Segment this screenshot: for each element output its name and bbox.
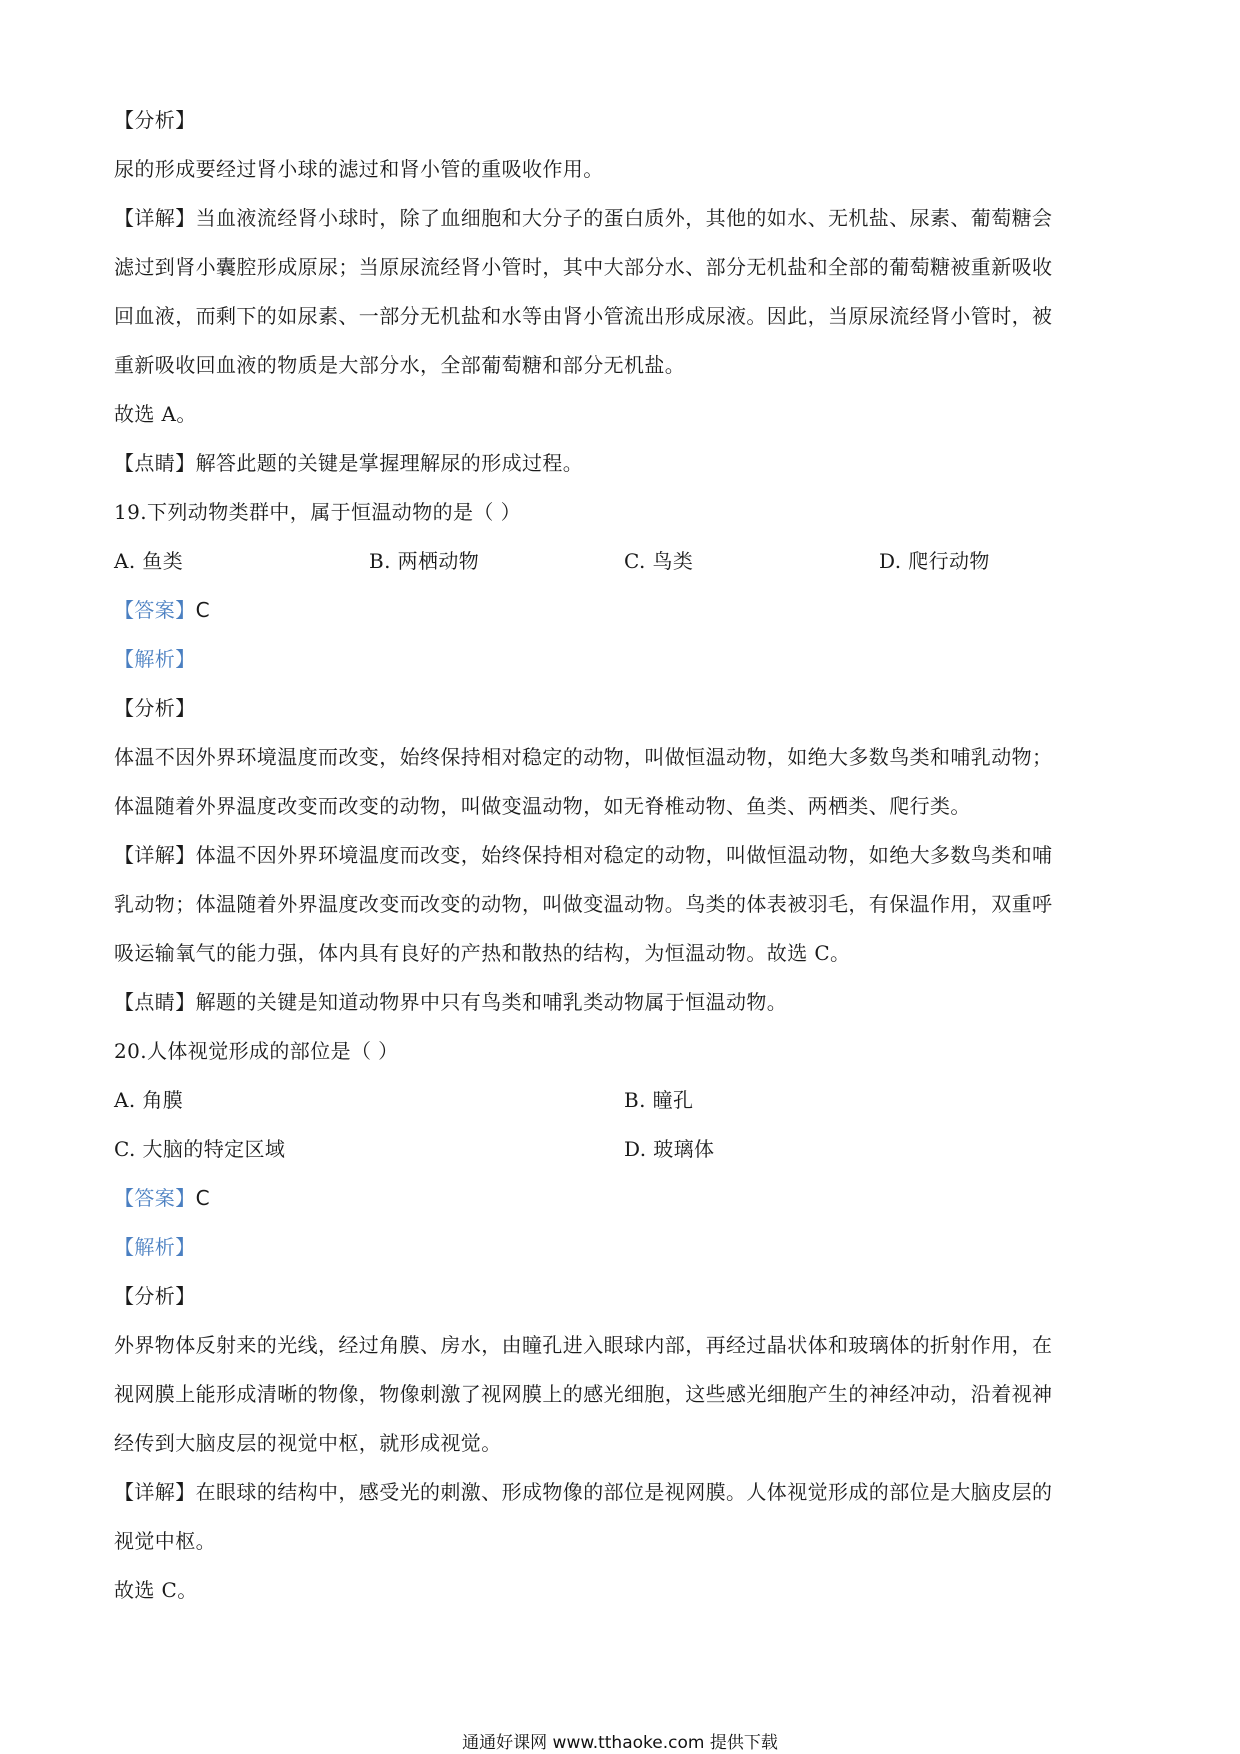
answer-line: 【答案】C bbox=[114, 1186, 210, 1210]
option-b: B. 两栖动物 bbox=[369, 549, 480, 573]
analysis-line: 体温不因外界环境温度而改变，始终保持相对稳定的动物，叫做恒温动物，如绝大多数鸟类和哺乳动物； bbox=[114, 745, 1053, 769]
analysis-text: 尿的形成要经过肾小球的滤过和肾小管的重吸收作用。 bbox=[114, 157, 604, 181]
comment-line: 【点睛】解答此题的关键是掌握理解尿的形成过程。 bbox=[114, 451, 584, 475]
page-footer: 通通好课网 www.tthaoke.com 提供下载 bbox=[462, 1733, 778, 1753]
question-19: 19.下列动物类群中，属于恒温动物的是（ ） bbox=[114, 500, 521, 524]
conclusion: 故选 C。 bbox=[114, 1578, 198, 1602]
option-c: C. 鸟类 bbox=[624, 549, 694, 573]
conclusion: 故选 A。 bbox=[114, 402, 197, 426]
options-20-row2 bbox=[114, 1125, 1134, 1174]
detail-line: 吸运输氧气的能力强，体内具有良好的产热和散热的结构，为恒温动物。故选 C。 bbox=[114, 941, 851, 965]
analysis-heading: 【分析】 bbox=[114, 108, 196, 132]
detail-line: 乳动物；体温随着外界温度改变而改变的动物，叫做变温动物。鸟类的体表被羽毛，有保温作用，双重呼 bbox=[114, 892, 1053, 916]
document-body bbox=[114, 96, 1134, 1615]
option-a: A. 角膜 bbox=[114, 1088, 184, 1112]
comment-line: 【点睛】解题的关键是知道动物界中只有鸟类和哺乳类动物属于恒温动物。 bbox=[114, 990, 788, 1014]
analysis-heading: 【分析】 bbox=[114, 1284, 196, 1308]
detail-line: 【详解】当血液流经肾小球时，除了血细胞和大分子的蛋白质外，其他的如水、无机盐、尿素、葡萄糖会 bbox=[114, 206, 1053, 230]
option-d: D. 爬行动物 bbox=[879, 549, 990, 573]
analysis-line: 经传到大脑皮层的视觉中枢，就形成视觉。 bbox=[114, 1431, 502, 1455]
detail-line: 回血液，而剩下的如尿素、一部分无机盐和水等由肾小管流出形成尿液。因此，当原尿流经肾小管时，被 bbox=[114, 304, 1053, 328]
analysis-line: 体温随着外界温度改变而改变的动物，叫做变温动物，如无脊椎动物、鱼类、两栖类、爬行类。 bbox=[114, 794, 971, 818]
analysis-line: 视网膜上能形成清晰的物像，物像刺激了视网膜上的感光细胞，这些感光细胞产生的神经冲动，沿着视神 bbox=[114, 1382, 1053, 1406]
answer-line: 【答案】C bbox=[114, 598, 210, 622]
option-b: B. 瞳孔 bbox=[624, 1088, 694, 1112]
options-19 bbox=[114, 537, 1134, 586]
option-a: A. 鱼类 bbox=[114, 549, 184, 573]
option-d: D. 玻璃体 bbox=[624, 1137, 715, 1161]
explain-heading: 【解析】 bbox=[114, 1235, 196, 1259]
detail-line: 滤过到肾小囊腔形成原尿；当原尿流经肾小管时，其中大部分水、部分无机盐和全部的葡萄糖被重新吸收 bbox=[114, 255, 1053, 279]
option-c: C. 大脑的特定区域 bbox=[114, 1137, 286, 1161]
detail-line: 【详解】体温不因外界环境温度而改变，始终保持相对稳定的动物，叫做恒温动物，如绝大多数鸟类和哺 bbox=[114, 843, 1053, 867]
analysis-heading: 【分析】 bbox=[114, 696, 196, 720]
analysis-line: 外界物体反射来的光线，经过角膜、房水，由瞳孔进入眼球内部，再经过晶状体和玻璃体的折射作用，在 bbox=[114, 1333, 1053, 1357]
detail-line: 【详解】在眼球的结构中，感受光的刺激、形成物像的部位是视网膜。人体视觉形成的部位是大脑皮层的 bbox=[114, 1480, 1053, 1504]
explain-heading: 【解析】 bbox=[114, 647, 196, 671]
options-20-row1 bbox=[114, 1076, 1134, 1125]
detail-line: 视觉中枢。 bbox=[114, 1529, 216, 1553]
detail-line: 重新吸收回血液的物质是大部分水，全部葡萄糖和部分无机盐。 bbox=[114, 353, 686, 377]
question-20: 20.人体视觉形成的部位是（ ） bbox=[114, 1039, 399, 1063]
